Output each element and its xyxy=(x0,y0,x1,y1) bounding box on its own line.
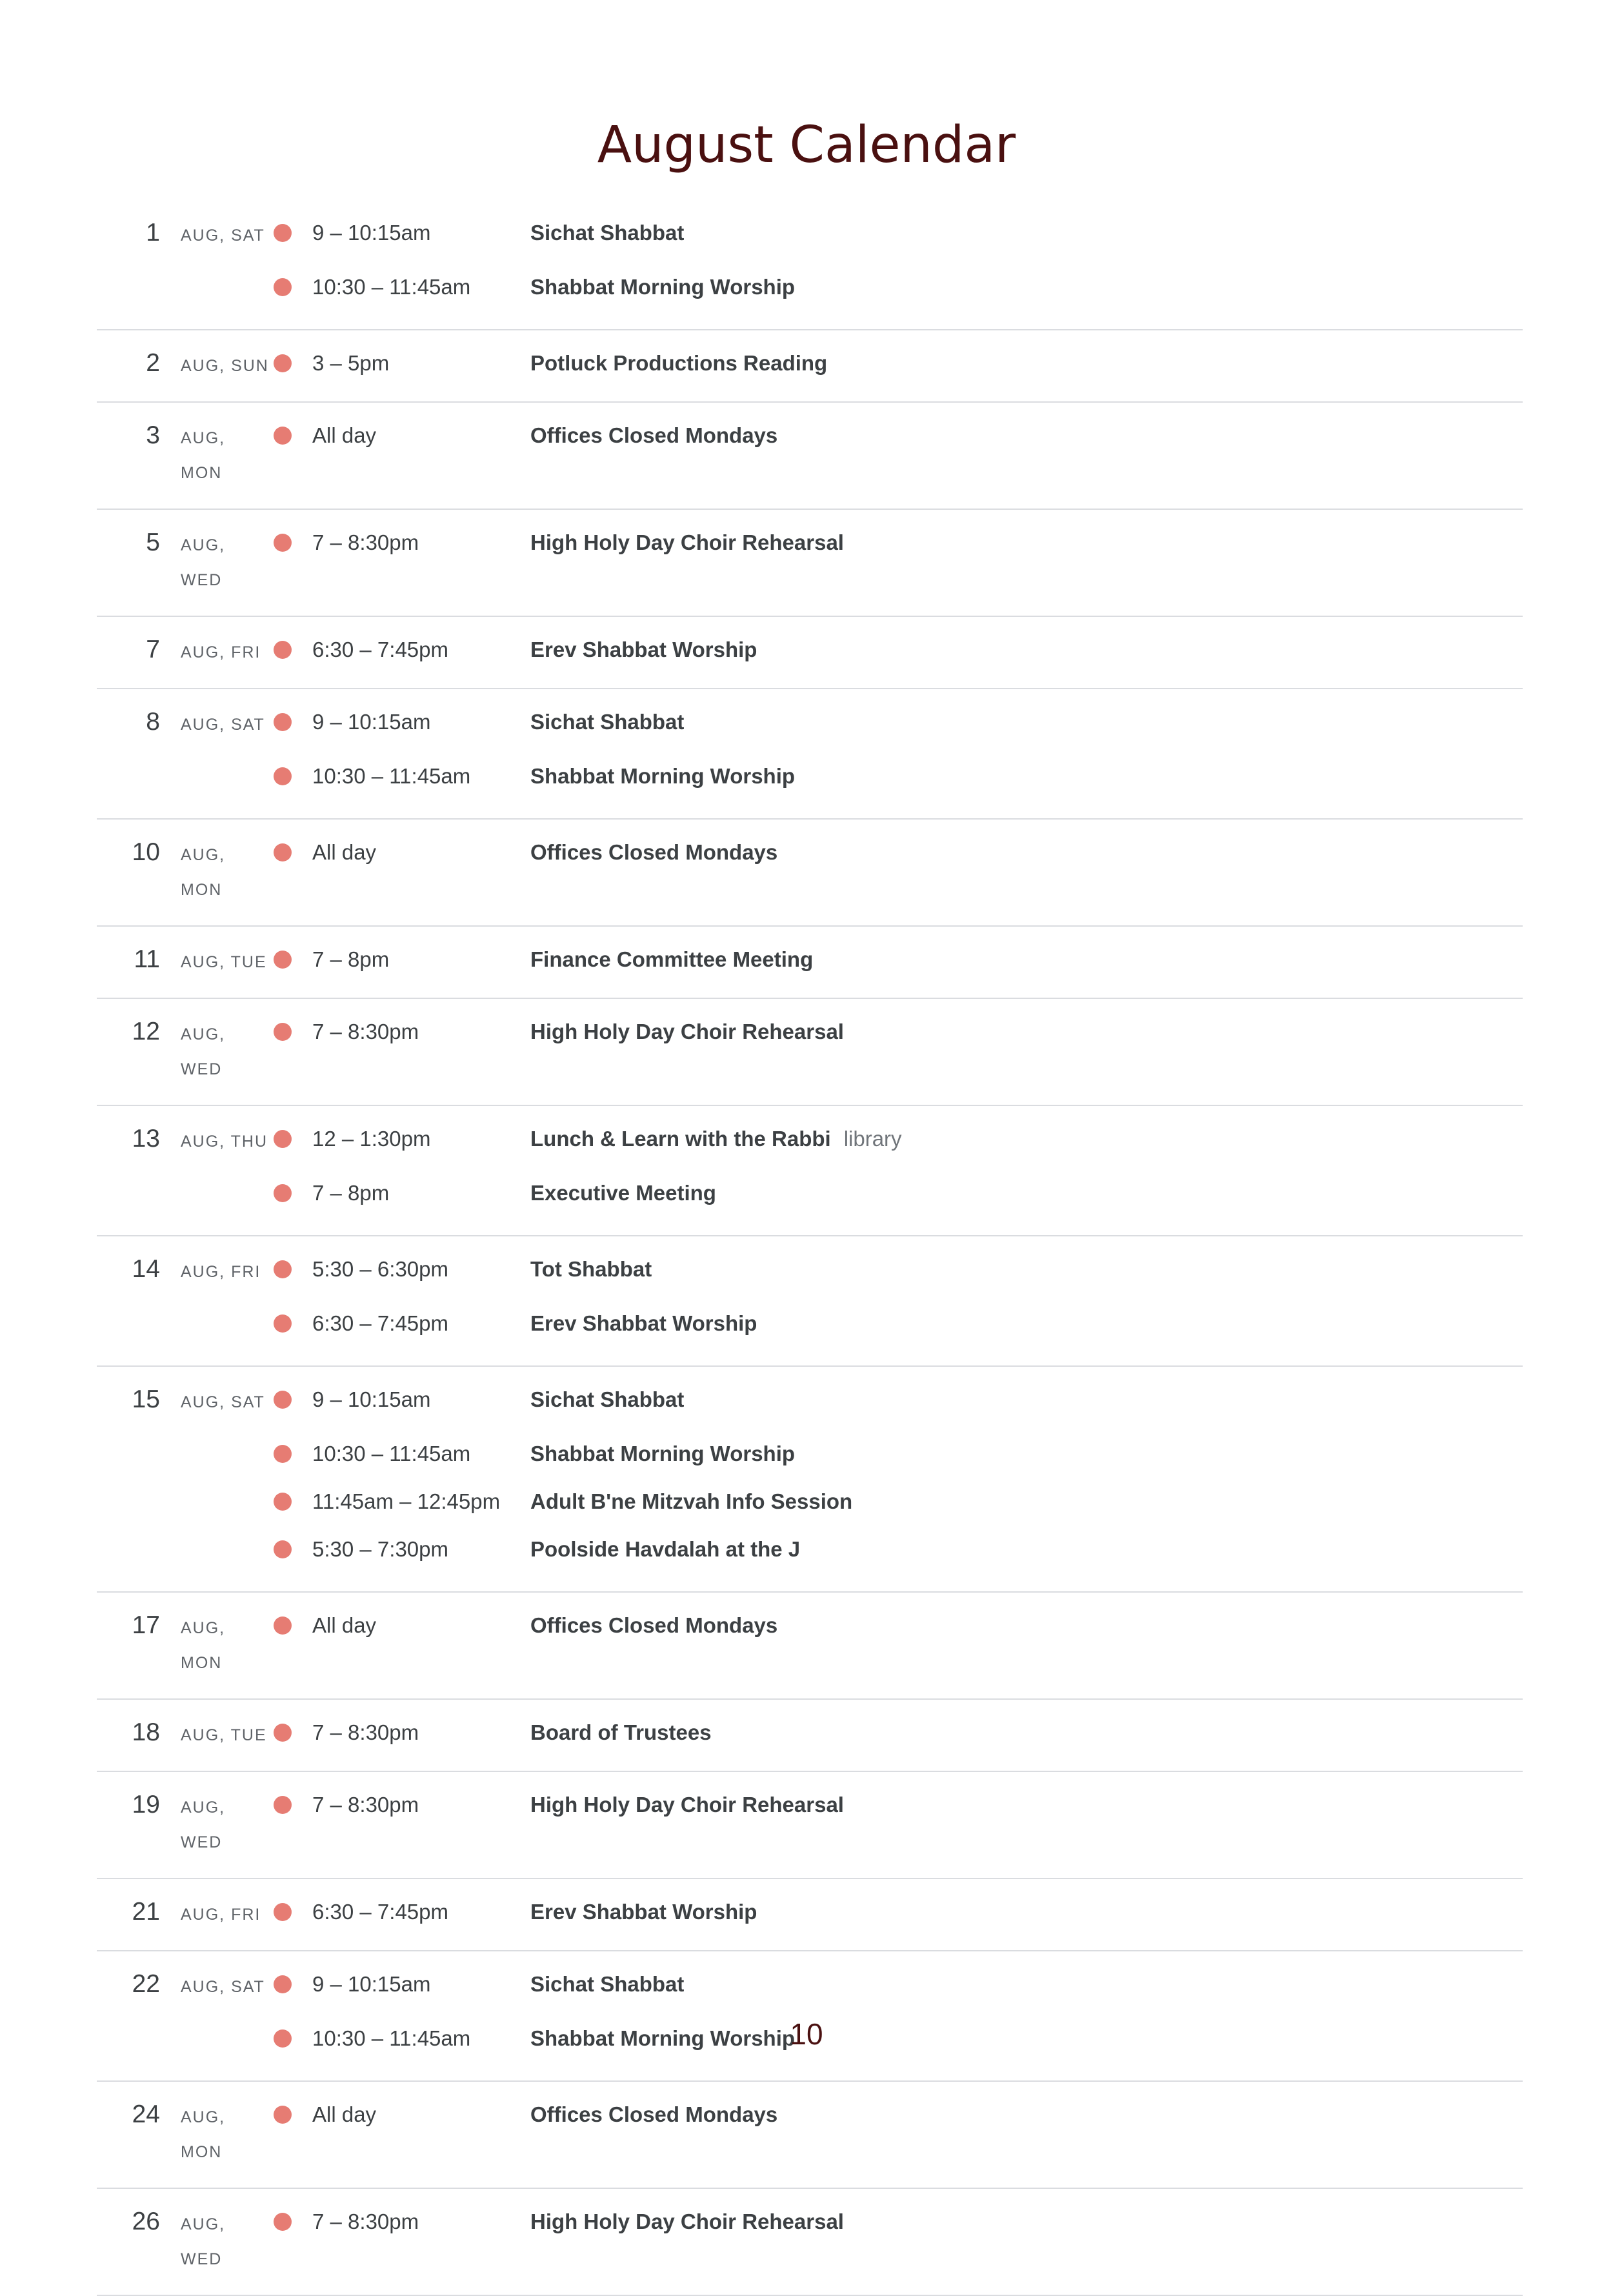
event-list xyxy=(270,632,1523,667)
day-weekday: AUG, SAT xyxy=(181,1978,265,1996)
day-number[interactable]: 10 xyxy=(132,838,160,866)
day-row xyxy=(97,200,1523,330)
event-time: 7 – 8:30pm xyxy=(312,2210,419,2233)
day-number[interactable]: 12 xyxy=(132,1018,160,1045)
event-title: Board of Trustees xyxy=(530,1720,712,1744)
event-dot-icon xyxy=(274,354,292,372)
event-time: 10:30 – 11:45am xyxy=(312,764,471,788)
day-row xyxy=(97,2189,1523,2296)
event-item[interactable] xyxy=(270,418,1523,453)
event-list xyxy=(270,2204,1523,2239)
day-row xyxy=(97,403,1523,510)
event-item[interactable] xyxy=(270,1478,1523,1526)
event-item[interactable] xyxy=(270,1014,1523,1049)
day-row xyxy=(97,1367,1523,1593)
day-number[interactable]: 26 xyxy=(132,2208,160,2235)
event-dot-icon xyxy=(274,534,292,552)
day-weekday: AUG, THU xyxy=(181,1133,268,1151)
event-dot-icon xyxy=(274,1796,292,1814)
event-title: High Holy Day Choir Rehearsal xyxy=(530,2210,844,2233)
day-row xyxy=(97,617,1523,689)
event-dot-icon xyxy=(274,1391,292,1409)
event-list xyxy=(270,1787,1523,1822)
event-title: Shabbat Morning Worship xyxy=(530,275,796,299)
page-title: August Calendar xyxy=(597,116,1016,174)
event-time: 6:30 – 7:45pm xyxy=(312,1311,448,1335)
day-weekday: AUG, MON xyxy=(181,429,226,482)
event-title: Offices Closed Mondays xyxy=(530,2102,778,2126)
day-number[interactable]: 14 xyxy=(132,1255,160,1283)
day-row xyxy=(97,927,1523,999)
day-number[interactable]: 22 xyxy=(132,1970,160,1998)
event-dot-icon xyxy=(274,427,292,445)
event-title: High Holy Day Choir Rehearsal xyxy=(530,530,844,554)
event-dot-icon xyxy=(274,2213,292,2231)
event-title: High Holy Day Choir Rehearsal xyxy=(530,1020,844,1043)
event-item[interactable] xyxy=(270,263,1523,311)
day-number[interactable]: 13 xyxy=(132,1125,160,1153)
day-weekday: AUG, FRI xyxy=(181,1906,261,1924)
event-item[interactable] xyxy=(270,346,1523,381)
event-item[interactable] xyxy=(270,1895,1523,1929)
event-list xyxy=(270,346,1523,381)
day-weekday: AUG, SAT xyxy=(181,716,265,734)
event-time: 5:30 – 7:30pm xyxy=(312,1537,448,1561)
event-time: 10:30 – 11:45am xyxy=(312,2026,471,2050)
event-time: 12 – 1:30pm xyxy=(312,1127,431,1151)
day-weekday: AUG, WED xyxy=(181,2215,226,2268)
event-item[interactable] xyxy=(270,705,1523,740)
event-dot-icon xyxy=(274,951,292,969)
day-number[interactable]: 17 xyxy=(132,1611,160,1639)
day-weekday: AUG, MON xyxy=(181,846,226,899)
event-item[interactable] xyxy=(270,752,1523,800)
day-row xyxy=(97,1593,1523,1700)
day-number[interactable]: 18 xyxy=(132,1718,160,1746)
day-weekday: AUG, FRI xyxy=(181,1263,261,1281)
event-title: Offices Closed Mondays xyxy=(530,1613,778,1637)
event-time: 11:45am – 12:45pm xyxy=(312,1489,501,1513)
day-weekday: AUG, MON xyxy=(181,2108,226,2161)
day-row xyxy=(97,1700,1523,1772)
event-time: 7 – 8pm xyxy=(312,1181,390,1205)
event-list xyxy=(270,525,1523,560)
day-row xyxy=(97,689,1523,820)
event-item[interactable] xyxy=(270,632,1523,667)
event-title: Erev Shabbat Worship xyxy=(530,1900,757,1924)
day-weekday: AUG, SAT xyxy=(181,1393,265,1411)
event-dot-icon xyxy=(274,2106,292,2124)
event-dot-icon xyxy=(274,767,292,785)
event-list xyxy=(270,1715,1523,1750)
event-list xyxy=(270,1608,1523,1643)
day-row xyxy=(97,330,1523,403)
day-weekday: AUG, TUE xyxy=(181,953,267,971)
event-list xyxy=(270,216,1523,311)
event-list xyxy=(270,835,1523,870)
event-title: Sichat Shabbat xyxy=(530,1972,685,1996)
event-title: Offices Closed Mondays xyxy=(530,423,778,447)
event-item[interactable] xyxy=(270,1169,1523,1217)
event-time: 9 – 10:15am xyxy=(312,1972,431,1996)
event-item[interactable] xyxy=(270,835,1523,870)
event-time: All day xyxy=(312,1613,377,1637)
day-row xyxy=(97,1772,1523,1879)
event-time: 7 – 8:30pm xyxy=(312,1020,419,1043)
day-weekday: AUG, MON xyxy=(181,1619,226,1672)
event-time: 9 – 10:15am xyxy=(312,221,431,245)
event-title: Erev Shabbat Worship xyxy=(530,638,757,661)
event-dot-icon xyxy=(274,1184,292,1202)
event-dot-icon xyxy=(274,1130,292,1148)
event-item[interactable] xyxy=(270,942,1523,977)
event-time: 7 – 8:30pm xyxy=(312,1720,419,1744)
event-item[interactable] xyxy=(270,1300,1523,1347)
event-item[interactable] xyxy=(270,1430,1523,1478)
event-title: Sichat Shabbat xyxy=(530,221,685,245)
event-item[interactable] xyxy=(270,2204,1523,2239)
event-title: Shabbat Morning Worship xyxy=(530,764,796,788)
day-weekday: AUG, TUE xyxy=(181,1726,267,1744)
event-title: Offices Closed Mondays xyxy=(530,840,778,864)
day-number[interactable]: 8 xyxy=(146,708,160,736)
day-number[interactable]: 21 xyxy=(132,1898,160,1926)
event-title: Sichat Shabbat xyxy=(530,710,685,734)
agenda-list xyxy=(97,200,1523,2296)
event-time: 6:30 – 7:45pm xyxy=(312,638,448,661)
day-weekday: AUG, SUN xyxy=(181,357,269,375)
event-item[interactable] xyxy=(270,216,1523,250)
event-time: 7 – 8pm xyxy=(312,947,390,971)
event-time: 7 – 8:30pm xyxy=(312,530,419,554)
event-title: Sichat Shabbat xyxy=(530,1387,685,1411)
event-item[interactable] xyxy=(270,1252,1523,1287)
event-item[interactable] xyxy=(270,1787,1523,1822)
event-dot-icon xyxy=(274,713,292,731)
event-time: All day xyxy=(312,2102,377,2126)
day-row xyxy=(97,1879,1523,1951)
event-dot-icon xyxy=(274,1616,292,1635)
day-row xyxy=(97,510,1523,617)
event-time: 6:30 – 7:45pm xyxy=(312,1900,448,1924)
event-dot-icon xyxy=(274,224,292,242)
event-list xyxy=(270,1895,1523,1929)
event-time: 3 – 5pm xyxy=(312,351,390,375)
event-time: 10:30 – 11:45am xyxy=(312,275,471,299)
event-item[interactable] xyxy=(270,1122,1523,1156)
day-weekday: AUG, WED xyxy=(181,1025,226,1078)
event-dot-icon xyxy=(274,1445,292,1463)
event-dot-icon xyxy=(274,1540,292,1558)
event-time: 5:30 – 6:30pm xyxy=(312,1257,448,1281)
event-title: Executive Meeting xyxy=(530,1181,716,1205)
event-title: Finance Committee Meeting xyxy=(530,947,814,971)
event-dot-icon xyxy=(274,1493,292,1511)
event-location: library xyxy=(843,1127,902,1151)
event-list xyxy=(270,705,1523,800)
event-title: Shabbat Morning Worship xyxy=(530,1442,796,1465)
event-time: 10:30 – 11:45am xyxy=(312,1442,471,1465)
day-number[interactable]: 2 xyxy=(146,349,160,377)
day-number[interactable]: 19 xyxy=(132,1791,160,1818)
day-weekday: AUG, FRI xyxy=(181,643,261,661)
event-title: Adult B'ne Mitzvah Info Session xyxy=(530,1489,853,1513)
event-dot-icon xyxy=(274,278,292,296)
event-item[interactable] xyxy=(270,1967,1523,2002)
event-item[interactable] xyxy=(270,1608,1523,1643)
event-time: All day xyxy=(312,423,377,447)
event-list xyxy=(270,2097,1523,2132)
event-dot-icon xyxy=(274,1260,292,1278)
day-row xyxy=(97,999,1523,1106)
day-weekday: AUG, WED xyxy=(181,1798,226,1851)
day-weekday: AUG, SAT xyxy=(181,227,265,245)
day-number[interactable]: 1 xyxy=(146,219,160,247)
event-title: High Holy Day Choir Rehearsal xyxy=(530,1793,844,1817)
event-dot-icon xyxy=(274,641,292,659)
event-title: Shabbat Morning Worship xyxy=(530,2026,796,2050)
event-title: Erev Shabbat Worship xyxy=(530,1311,757,1335)
day-number[interactable]: 3 xyxy=(146,421,160,449)
day-row xyxy=(97,1236,1523,1367)
day-number[interactable]: 7 xyxy=(146,636,160,663)
event-item[interactable] xyxy=(270,1526,1523,1573)
event-dot-icon xyxy=(274,1314,292,1333)
event-title: Poolside Havdalah at the J xyxy=(530,1537,801,1561)
day-number[interactable]: 5 xyxy=(146,529,160,556)
day-weekday: AUG, WED xyxy=(181,536,226,589)
event-time: All day xyxy=(312,840,377,864)
event-dot-icon xyxy=(274,843,292,861)
day-number[interactable]: 11 xyxy=(134,945,160,973)
event-dot-icon xyxy=(274,1724,292,1742)
event-item[interactable] xyxy=(270,1382,1523,1417)
event-title: Tot Shabbat xyxy=(530,1257,652,1281)
event-item[interactable] xyxy=(270,525,1523,560)
event-dot-icon xyxy=(274,1023,292,1041)
event-time: 7 – 8:30pm xyxy=(312,1793,419,1817)
day-row xyxy=(97,2082,1523,2189)
event-dot-icon xyxy=(274,1903,292,1921)
page-number: 10 xyxy=(790,2017,823,2051)
event-list xyxy=(270,1252,1523,1347)
day-row xyxy=(97,1106,1523,1236)
day-number[interactable]: 24 xyxy=(132,2100,160,2128)
day-number[interactable]: 15 xyxy=(132,1385,160,1413)
event-list xyxy=(270,1014,1523,1049)
event-list xyxy=(270,1382,1523,1573)
event-list xyxy=(270,418,1523,453)
event-title: Lunch & Learn with the Rabbi xyxy=(530,1127,831,1151)
event-item[interactable] xyxy=(270,2097,1523,2132)
event-title: Potluck Productions Reading xyxy=(530,351,828,375)
day-row xyxy=(97,820,1523,927)
event-dot-icon xyxy=(274,1975,292,1993)
event-item[interactable] xyxy=(270,1715,1523,1750)
event-list xyxy=(270,942,1523,977)
event-time: 9 – 10:15am xyxy=(312,1387,431,1411)
event-time: 9 – 10:15am xyxy=(312,710,431,734)
event-list xyxy=(270,1122,1523,1217)
